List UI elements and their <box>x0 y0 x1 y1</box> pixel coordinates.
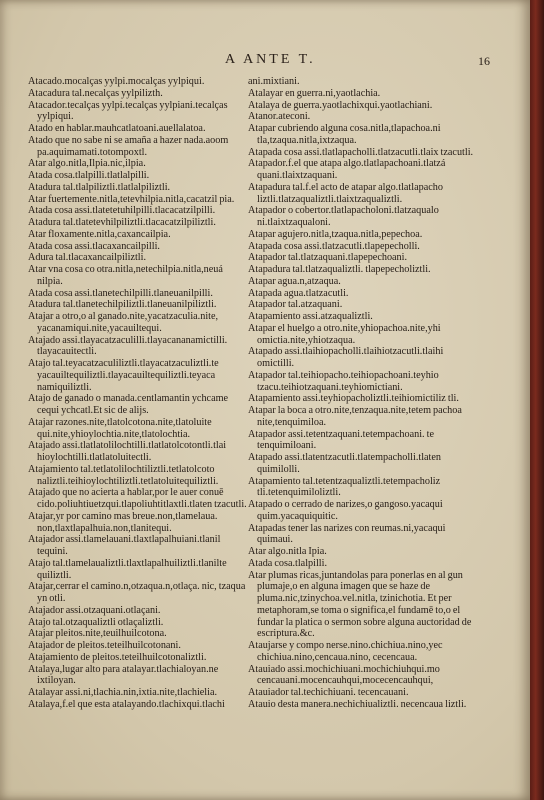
dictionary-entry: Atalaya,lugar alto para atalayar.tlachialoyan.ne ixtiloyan. <box>28 663 219 687</box>
dictionary-entry: Atapar agujero.nitla,tzaqua.nitla,pepechoa. <box>248 228 423 240</box>
dictionary-entry: Atapamiento assi.teyhiopacholiztli.teihiomictiliz tli. <box>248 393 459 405</box>
dictionary-entry: Atada cosa.tlalpilli.tlatlalpilli. <box>28 170 150 181</box>
dictionary-entry: Atapador tal.tlatzaquani.tlapepechoani. <box>248 252 408 264</box>
dictionary-entry: Atadura tal.tlatetevhilpiliztli.tlacacatzilpiliztli. <box>28 217 216 228</box>
dictionary-entry: Atapada cosa assi.tlatzacutli.tlapepecholli. <box>248 240 420 252</box>
dictionary-entry: Atajado assi.tlatlatolilochtilli.tlatlatolcotontli.tlai hioylochtilli.tlatlatoluitectli. <box>28 440 227 463</box>
left-column <box>28 76 250 711</box>
dictionary-entry: Atapadura tal.f.el acto de atapar algo.tlatlapacho liztli.tlatzaqualiztli.tlaixtzaqualiztli. <box>248 181 443 205</box>
dictionary-entry: Atar algo.nitla Ipia. <box>248 546 327 557</box>
dictionary-entry: Atacador.tecalças yylpi.tecalças yylpiani.tecalças yylpiqui. <box>28 99 228 123</box>
dictionary-entry: Atapar el huelgo a otro.nite,yhiopachoa.nite,yhi omictia.nite,yhiotzaqua. <box>248 322 441 346</box>
dictionary-entry: Atajado que no acierta a hablar,por le auer conuē cido.poliuhtiuetzqui.tlapoliuhtitlaxtli.tlaten tzacutli. <box>28 487 247 510</box>
dictionary-entry: Atapador.f.el que atapa algo.tlatlapachoani.tlatzá quani.tlaixtzaquani. <box>248 158 446 181</box>
page-header <box>0 52 530 72</box>
dictionary-entry: Atapamiento tal.tetentzaqualiztli.tetempacholiz tli.tetenquimiloliztli. <box>248 475 441 499</box>
dictionary-entry: Atapador o cobertor.tlatlapacholoni.tlatzaqualo ni.tlaixtzaqualoni. <box>248 205 439 228</box>
dictionary-entry: Atapar cubriendo alguna cosa.nitla,tlapachoa.ni tla,tzaqua.nitla,ixtzaqua. <box>248 123 441 146</box>
dictionary-entry: Atapadura tal.tlatzaqualiztli. tlapepecholiztli. <box>248 264 431 275</box>
dictionary-entry: Atadura tal.tlanetechilpiliztli.tlaneuanilpiliztli. <box>28 299 217 311</box>
dictionary-entry: Atado en hablar.mauhcatlatoani.auellalatoa. <box>28 123 206 134</box>
dictionary-entry: Atajador assi.otzaquani.otlaçani. <box>28 604 161 616</box>
dictionary-entry: Atajamiento tal.tetlatolilochtiliztli.tetlatolcoto naliztli.teihioylochtiliztli.tetlatoluitequiliztli. <box>28 463 219 487</box>
page-number: 16 <box>478 54 490 68</box>
dictionary-entry: Atajo tal.tlamelaualiztli.tlaxtlapalhuiliztli.tlanilte quiliztli. <box>28 557 227 581</box>
dictionary-entry: Atapado assi.tlatentzacutli.tlatempacholli.tlaten quimilolli. <box>248 452 441 475</box>
dictionary-entry: Atapada agua.tlatzacutli. <box>248 287 349 299</box>
dictionary-entry: Atajar,yr por camino mas breue.non,tlamelaua. non,tlaxtlapalhuia.non,tlanitequi. <box>28 510 218 534</box>
dictionary-entry: Atada cosa assi.tlanetechilpilli.tlaneuanilpilli. <box>28 287 213 299</box>
dictionary-entry: Adura tal.tlacaxancailpiliztli. <box>28 252 147 264</box>
right-column <box>248 76 480 711</box>
dictionary-entry: Atapamiento assi.atzaqualiztli. <box>248 311 373 322</box>
dictionary-entry: Atar plumas ricas,juntandolas para ponerlas en al gun plumaje,o en alguna imagen que se haze de pluma.nic,tzinychoa.vel.nitla, tzinichotia. Et per metaphoram,se toma o significa,el fundamē to,o el fundar la platica o sermon sobre alguna auctoridad de escriptura.&c. <box>248 569 472 640</box>
dictionary-entry: Atada cosa assi.tlacaxancailpilli. <box>28 240 160 252</box>
dictionary-entry: Atauio desta manera.nechichiualiztli. necencaua liztli. <box>248 698 467 710</box>
dictionary-entry: Atajador assi.tlamelauani.tlaxtlapalhuiani.tlanil tequini. <box>28 534 221 557</box>
dictionary-entry: ani.mixtiani. <box>248 76 300 87</box>
dictionary-entry: Atalayar en guerra.ni,yaotlachia. <box>248 87 381 99</box>
dictionary-entry: Atapar la boca a otro.nite,tenzaqua.nite,tetem pachoa nite,tenquimiloa. <box>248 405 462 428</box>
dictionary-entry: Atauiador tal.techichiuani. tecencauani. <box>248 687 409 698</box>
dictionary-entry: Atapador tal.atzaquani. <box>248 299 343 311</box>
dictionary-entry: Atapada cosa assi.tlatlapacholli.tlatzacutli.tlaix tzacutli. <box>248 146 474 158</box>
dictionary-entry: Atar algo.nitla,Ilpia.nic,ilpia. <box>28 158 146 170</box>
dictionary-entry: Atar vna cosa co otra.nitla,netechilpia.nitla,neuá nilpia. <box>28 264 223 287</box>
dictionary-entry: Atajar razones.nite,tlatolcotona.nite,tlatoluite qui.nite,yhioylochtia.nite,tlatolochtia. <box>28 416 212 440</box>
dictionary-entry: Atada cosa assi.tlatetetuhilpilli.tlacacatzilpilli. <box>28 205 216 217</box>
dictionary-entry: Atajo de ganado o manada.centlamantin ychcame cequi ychcatl.Et sic de alijs. <box>28 393 229 416</box>
dictionary-entry: Atalayar assi.ni,tlachia.nin,ixtia.nite,tlachielia. <box>28 687 218 698</box>
dictionary-entry: Atauiado assi.mochichiuani.mochichiuhqui.mo cencauani.mocencauhqui,mocecencauhqui, <box>248 663 440 687</box>
dictionary-entry: Atapado assi.tlaihiopacholli.tlaihiotzacutli.tlaihi omictilli. <box>248 346 444 369</box>
dictionary-entry: Atapado o cerrado de narizes,o gangoso.yacaqui quim.yacaquiquitic. <box>248 499 443 522</box>
book-edge <box>530 0 544 800</box>
dictionary-entry: Atalaya de guerra.yaotlachixqui.yaotlachiani. <box>248 99 433 111</box>
dictionary-entry: Atalaya,f.el que esta atalayando.tlachixqui.tlachi <box>28 698 225 710</box>
dictionary-entry: Atapador assi.tetentzaquani.tetempachoani. te tenquimiloani. <box>248 428 434 452</box>
dictionary-entry: Atadura tal.tlalpiliztli.tlatlalpiliztli. <box>28 181 171 193</box>
dictionary-entry: Ataujarse y compo nerse.nino.chichiua.nino,yec chichiua.nino,cencaua.nino, cecencaua. <box>248 640 443 663</box>
dictionary-entry: Atanor.ateconi. <box>248 111 311 123</box>
dictionary-entry: Atacadura tal.necalças yylpilizth. <box>28 87 163 99</box>
dictionary-entry: Atajar a otro,o al ganado.nite,yacatzaculia.nite, yacanamiqui.nite,yacauiltequi. <box>28 311 219 334</box>
dictionary-entry: Atajar,cerrar el camino.n,otzaqua.n,otlaça. nic, tzaqua yn otli. <box>28 581 246 604</box>
dictionary-entry: Atajado assi.tlayacatzaculilli.tlayacananamictilli. tlayacauitectli. <box>28 334 228 358</box>
running-head: A ANTE T. <box>225 52 316 67</box>
dictionary-entry: Atapador tal.teihiopacho.teihiopachoani.teyhio tzacu.teihiotzaquani.teyhiomictiani. <box>248 369 439 393</box>
dictionary-entry: Atapadas tener las narizes con reumas.ni,yacaqui quimaui. <box>248 522 446 546</box>
dictionary-entry: Atajo tal.teyacatzaculiliztli.tlayacatzaculiztli.te yacauiltequiliztli.tlayacauiltequiliztli.teyaca namiquiliztli. <box>28 358 219 393</box>
dictionary-entry: Atar floxamente.nitla,caxancailpia. <box>28 228 171 240</box>
dictionary-entry: Atar fuertemente.nitla,tetevhilpia.nitla,cacatzil pia. <box>28 193 235 205</box>
dictionary-entry: Atajar pleitos.nite,teuilhuilcotona. <box>28 628 167 640</box>
dictionary-entry: Atajamiento de pleitos.teteilhuilcotonaliztli. <box>28 651 207 663</box>
dictionary-entry: Atacado.mocalças yylpi.mocalças yylpiqui. <box>28 76 205 87</box>
dictionary-entry: Atada cosa.tlalpilli. <box>248 557 327 569</box>
dictionary-entry: Atapar agua.n,atzaqua. <box>248 275 341 287</box>
dictionary-entry: Atado que no sabe ni se amaña a hazer nada.aoom pa.aquimamati.totompoxtl. <box>28 134 229 158</box>
dictionary-entry: Atajo tal.otzaqualiztli otlaçaliztli. <box>28 616 164 628</box>
dictionary-entry: Atajador de pleitos.teteilhuilcotonani. <box>28 640 181 651</box>
